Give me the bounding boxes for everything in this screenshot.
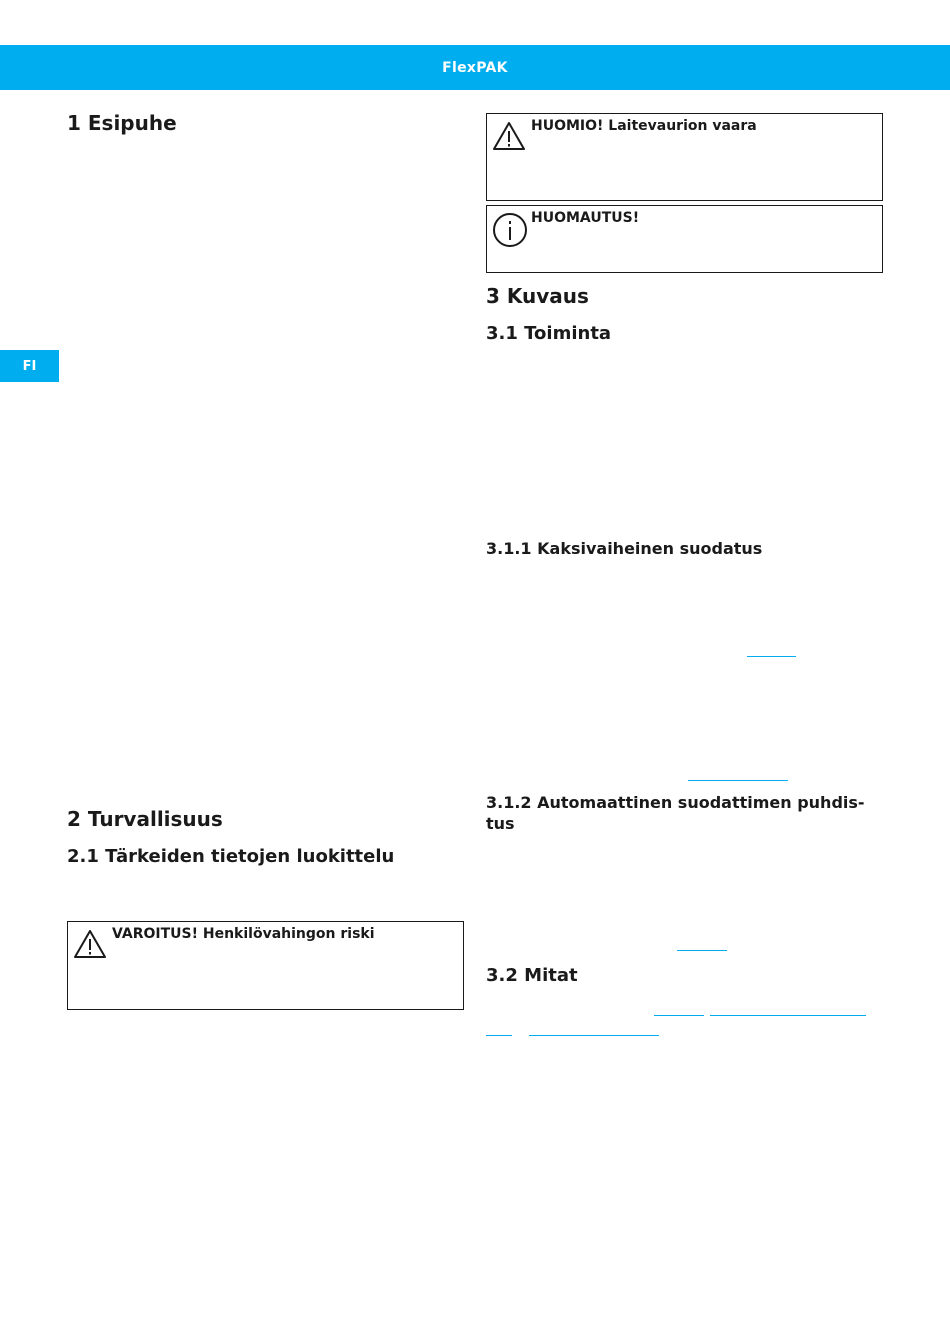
cross-reference-link[interactable] — [688, 780, 788, 781]
cross-reference-link[interactable] — [747, 656, 796, 657]
note-notice-box — [486, 205, 883, 273]
note-notice-title: HUOMAUTUS! — [531, 210, 640, 226]
cross-reference-link[interactable] — [486, 1035, 512, 1036]
section-3-2-heading: 3.2 Mitat — [486, 965, 578, 986]
language-tab[interactable]: FI — [0, 350, 59, 382]
section-3-1-1-heading: 3.1.1 Kaksivaiheinen suodatus — [486, 539, 763, 558]
cross-reference-link[interactable] — [677, 950, 727, 951]
cross-reference-link[interactable] — [710, 1015, 866, 1016]
section-1-heading: 1 Esipuhe — [67, 111, 177, 135]
info-circle-icon — [492, 212, 528, 252]
warning-notice-title: VAROITUS! Henkilövahingon riski — [112, 926, 375, 942]
header-bar — [0, 45, 950, 90]
section-2-1-heading: 2.1 Tärkeiden tietojen luokittelu — [67, 846, 395, 867]
warning-notice-box — [67, 921, 464, 1010]
warning-triangle-icon — [492, 121, 526, 155]
section-3-1-2-heading: 3.1.2 Automaattinen suodattimen puhdis-tus — [486, 793, 865, 833]
section-3-heading: 3 Kuvaus — [486, 284, 589, 308]
header-title: FlexPAK — [442, 59, 508, 76]
section-2-heading: 2 Turvallisuus — [67, 807, 223, 831]
section-3-1-heading: 3.1 Toiminta — [486, 323, 612, 344]
cross-reference-link[interactable] — [654, 1015, 704, 1016]
caution-notice-title: HUOMIO! Laitevaurion vaara — [531, 118, 757, 134]
warning-triangle-icon — [73, 929, 107, 963]
caution-notice-box — [486, 113, 883, 201]
cross-reference-link[interactable] — [529, 1035, 659, 1036]
